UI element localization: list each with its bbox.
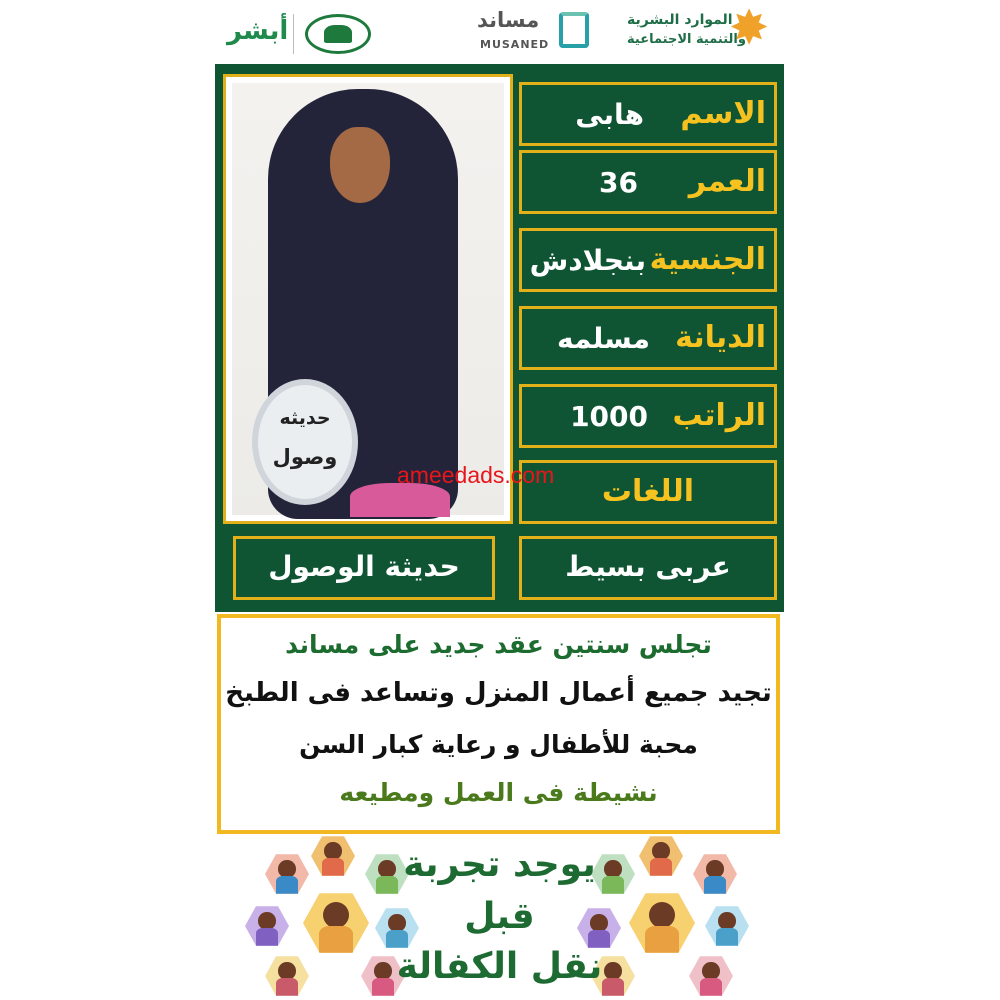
field-label: الديانة [675, 320, 766, 355]
absher-logo: أبشر [227, 16, 289, 46]
divider [293, 14, 294, 54]
field-religion [519, 306, 777, 370]
info-panel [215, 64, 784, 612]
experience-line: قبل [464, 896, 535, 937]
field-value: 1000 [570, 400, 648, 433]
field-label: اللغات [601, 474, 694, 509]
description-line: تجلس سنتين عقد جديد على مساند [285, 630, 712, 659]
description-line: محبة للأطفال و رعاية كبار السن [299, 730, 698, 759]
field-label: العمر [688, 164, 766, 199]
profile-card [215, 0, 784, 1000]
language-value-box: عربى بسيط [519, 536, 777, 600]
musaned-logo-ar: مساند [477, 8, 540, 32]
experience-section [215, 834, 784, 1000]
ministry-star-icon: ✸ [729, 0, 770, 56]
worker-photo [223, 74, 513, 524]
experience-line: يوجد تجربة [403, 844, 596, 885]
field-nationality [519, 228, 777, 292]
face [330, 127, 390, 203]
field-languages [519, 460, 777, 524]
experience-line: نقل الكفالة [396, 946, 603, 987]
field-value: هابى [575, 98, 644, 131]
field-value: مسلمه [556, 322, 650, 355]
new-arrival-badge [252, 379, 358, 505]
field-salary [519, 384, 777, 448]
description-line: تجيد جميع أعمال المنزل وتساعد فى الطبخ [225, 678, 772, 708]
field-name [519, 82, 777, 146]
field-age [519, 150, 777, 214]
header-logos [215, 0, 784, 64]
badge-line1: حديثه [279, 407, 331, 429]
ministry-name-line1: الموارد البشرية [627, 12, 733, 28]
field-label: الجنسية [649, 242, 766, 277]
badge-line2: وصول [272, 445, 338, 469]
site-watermark: ameedads.com [397, 462, 555, 488]
field-value: 36 [599, 166, 638, 199]
description-box [217, 614, 780, 834]
arrival-status-box: حديثة الوصول [233, 536, 495, 600]
ministry-name-line2: والتنمية الاجتماعية [627, 32, 746, 47]
saudi-emblem-icon [305, 14, 371, 54]
musaned-logo-en: MUSANED [480, 38, 550, 51]
field-value: بنجلادش [529, 244, 646, 277]
musaned-mark-icon [559, 12, 589, 48]
field-label: الاسم [680, 96, 766, 131]
description-line: نشيطة فى العمل ومطيعه [339, 778, 658, 807]
field-label: الراتب [672, 398, 766, 433]
